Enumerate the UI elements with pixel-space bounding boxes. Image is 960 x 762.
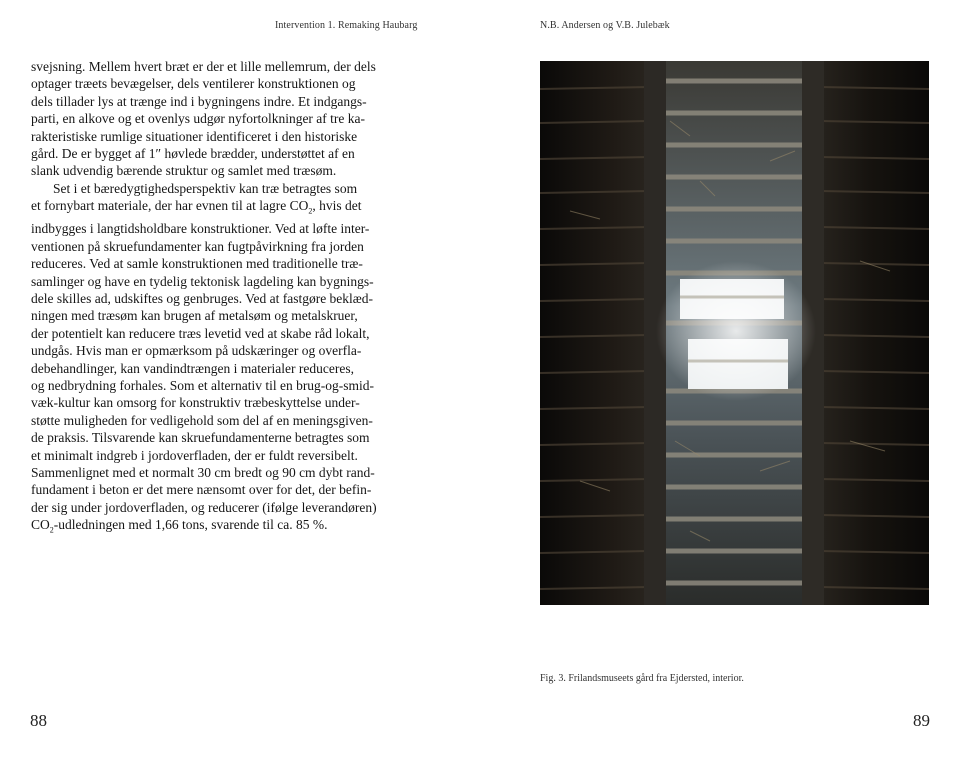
text-line: Sammenlignet med et normalt 30 cm bredt og 90 cm dybt rand- [31,465,375,481]
text-line [31,516,423,539]
text-line: samlinger og have en tydelig tektonisk lagdeling kan bygnings- [31,273,374,289]
text-segment: -udledningen med 1,66 tons, svarende til ca. 85 %. [53,517,328,533]
text-line: et minimalt indgreb i jordoverfladen, der er fuldt reversibelt. [31,447,358,463]
text-line: ningen med træsøm kan brugen af metalsøm og metalskruer, [31,308,358,324]
subscript: 2 [49,525,54,535]
paragraph-1 [31,58,423,180]
photo-illustration [540,61,929,605]
text-segment: , hvis det [312,198,362,214]
interior-photo [540,61,929,605]
text-line: gård. De er bygget af 1″ høvlede brædder, understøttet af en [31,146,355,162]
text-line: undgås. Hvis man er opmærksom på udskæringer og overfla- [31,343,362,359]
text-line: reduceres. Ved at samle konstruktionen med traditionelle træ- [31,256,363,272]
text-line: rakteristiske rumlige situationer identificeret i den historiske [31,128,358,144]
page-number-left: 88 [30,711,47,730]
text-line: dels tillader lys at trænge ind i bygningens indre. Et indgangs- [31,93,367,109]
text-line: fundament i beton er det mere nænsomt over for det, der befin- [31,482,372,498]
right-page [480,0,960,762]
text-line: og nedbrydning forhales. Som et alternativ til en brug-og-smid- [31,378,375,393]
text-line: de praksis. Tilsvarende kan skruefundamenterne betragtes som [31,430,370,446]
text-line: svejsning. Mellem hvert bræt er der et lille mellemrum, der dels [31,59,376,74]
text-segment: CO [31,517,50,533]
text-line: parti, en alkove og et ovenlys udgør nyfortolkninger af tre ka- [31,111,366,127]
text-line: Set i et bæredygtighedsperspektiv kan træ betragtes som [53,180,358,196]
text-line: indbygges i langtidsholdbare konstruktioner. Ved at løfte inter- [31,221,370,237]
figure-caption: Fig. 3. Frilandsmuseets gård fra Ejdersted, interior. [540,673,744,684]
text-line: væk-kultur kan omsorg for konstruktiv træbeskyttelse under- [31,395,360,411]
body-text [31,58,423,539]
paragraph-2 [31,180,423,540]
text-line: der potentielt kan reducere træs levetid ved at skabe råd lokalt, [31,325,370,341]
text-line: optager træets bevægelser, dels ventilerer konstruktionen og [31,76,356,92]
text-line: støtte muligheden for vedligehold som del af en meningsgiven- [31,412,373,428]
running-head-left: Intervention 1. Remaking Haubarg [275,20,418,31]
subscript: 2 [308,206,313,216]
page-number-right: 89 [913,711,930,730]
text-line: dele skilles ad, udskiftes og genbruges. Ved at fastgøre beklæd- [31,290,374,306]
text-line: der sig under jordoverfladen, og reducerer (ifølge leverandøren) [31,499,377,515]
running-head-right: N.B. Andersen og V.B. Julebæk [540,20,670,31]
text-line: slank udvendig bærende struktur og samlet med træsøm. [31,163,337,179]
text-segment: et fornybart materiale, der har evnen til at lagre CO [31,198,309,214]
text-line [31,197,423,220]
text-line: ventionen på skruefundamenter kan fugtpåvirkning fra jorden [31,238,364,254]
text-line: debehandlinger, kan vandindtrængen i materialer reduceres, [31,360,354,376]
